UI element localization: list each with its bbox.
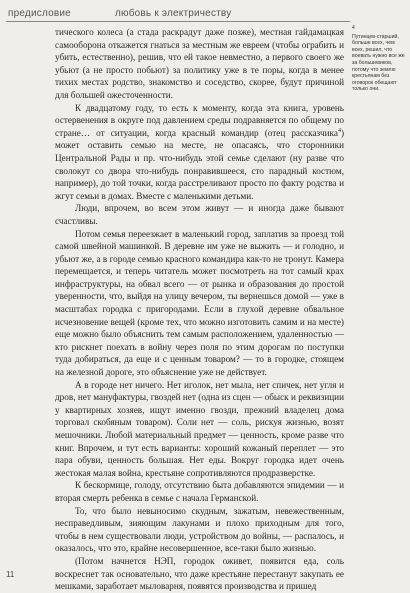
page-number: 11 xyxy=(6,570,15,579)
running-head-section: предисловие xyxy=(8,8,71,19)
paragraph-5: А в городе нет ничего. Нет иголок, нет мыла, нет спичек, нет угля и дров, нет мануфактуры, гвоздей нет (одна из сцен — обыск и реквизиции у квартирных хозяев, ищут именно гвозди, прежний владелец дома торговал скобяным товаром). Соли нет — соль, рискуя жизнью, возят мешочники. Любой материальный предмет — ценность, кроме разве что книг. Впрочем, и тут есть варианты: хороший кожаный переплет — это пара обуви, ценность большая. Нет еды. Вокруг городка идет очень жестокая малая война, крестьяне сопротивляются продразверстке. xyxy=(55,379,344,478)
paragraph-4: Потом семья переезжает в маленький город, заплатив за проезд той самой швейной машинкой. В деревне им уже не выжить — и голодно, и убьют же, а в городе семью красного командира как-то не тронут. Камера перемещается, и теперь читатель может посмотреть на тот самый крах инфраструктуры, на обвал всего — от рынка и образования до простой уверенности, что, выйдя на улицу вечером, ты вернешься домой — уже в масштабах городка с пригородами. Если в глухой деревне обвальное исчезновение вещей (кроме тех, что можно изготовить самим и на месте) еще можно было объяснить тем самым расположением, удаленностью — кто рискнет поехать в войну через поля по этим дорогам по поступки туда добираться, да еще и с ценным товаром? — то в городке, стоящем на железной дороге, это объяснение уже не действует. xyxy=(55,228,344,378)
paragraph-2-part-a: К двадцатому году, то есть к моменту, когда эта книга, уровень остервенения в округе под давлением среды подравняется по общему по стране… от ситуации, когда красный командир (отец рассказчика xyxy=(55,102,344,138)
running-head xyxy=(0,8,410,24)
marginal-note xyxy=(352,25,408,93)
footnote-ref: 4 xyxy=(337,127,341,134)
paragraph-2-part-b: ) может оставить семью на месте, не опасаясь, что сторонники Центральной Рады и пр. что-нибудь этой семье сделают (ну разве что сволокут со двора что-нибудь понравившееся, сто парадный костюм, например), до той точки, когда расстреливают просто по факту родства и жгут семьи в домах. Вместе с маленькими детьми. xyxy=(55,127,344,201)
paragraph-7: То, что было невыносимо скудным, зажатым, невежественным, несправедливым, зияющим лакунами и плохо приходным для того, чтобы в нем существовали люди, устройством до войны, — распалось, и оказалось, что это, крайне несовершенное, все-таки было жизнью. xyxy=(55,505,344,554)
paragraph-2 xyxy=(55,102,344,203)
paragraph-3: Люди, впрочем, во всем этом живут — и иногда даже бывают счастливы. xyxy=(55,203,344,226)
paragraph-1: тического колеса (а стада раскрадут даже позже), местная гайдамацкая самооборона откажется гнаться за местным же евреем (чтобы ограбить и убить, естественно), решив, что ей такое невместно, а первого своего же убьют (а не просто побьют) за политику уже в те поры, когда в менее тихих местах родство, знакомство и соседство, скорее, будут причиной для большей ожесточенности. xyxy=(55,27,344,100)
running-head-title: любовь к электричеству xyxy=(115,8,232,19)
marginal-note-number: 4 xyxy=(352,25,355,31)
paragraph-8: (Потом начнется НЭП, городок оживет, появится еда, соль воскреснет так основательно, что даже крестьяне перестанут закупать ее мешками, заработает мыловарня, появятся производства и пришед xyxy=(55,555,344,592)
header-rule xyxy=(6,21,350,22)
paragraph-6: К бескормице, голоду, отсутствию быта добавляются эпидемии — и вторая смерть ребенка в семье с начала Германской. xyxy=(55,480,344,503)
marginal-note-text: Путинцев-старший, больше всех, чем всех, решил, что воевать нужно все же за большевиков, потому что землю крестьянам без оговорок обещают только они. xyxy=(352,33,405,93)
body-text xyxy=(55,26,344,593)
